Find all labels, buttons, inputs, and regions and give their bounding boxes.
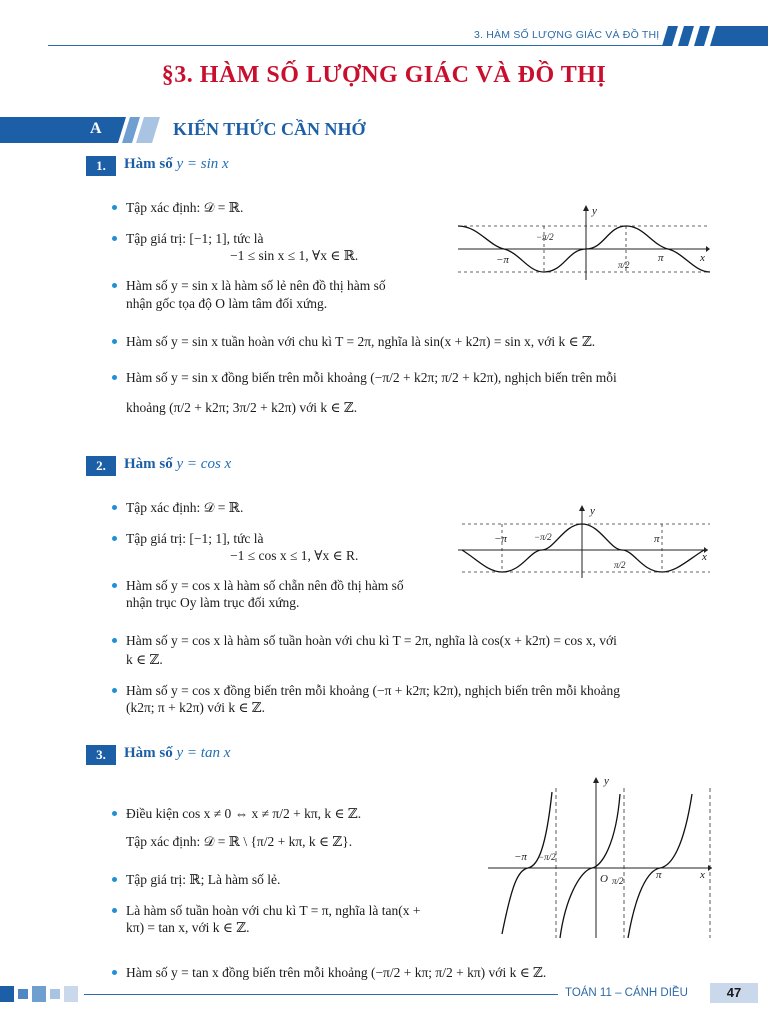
- list-item-cont: Tập xác định: 𝒟 = ℝ \ {π/2 + kπ, k ∈ ℤ}.: [126, 834, 353, 849]
- subsection-label: Hàm số: [124, 456, 173, 472]
- subsection-func: y = tan x: [176, 745, 231, 761]
- axis-label-y: y: [590, 505, 595, 517]
- subsection-func: y = sin x: [176, 156, 229, 172]
- list-item-cont: khoảng (π/2 + k2π; 3π/2 + k2π) với k ∈ ℤ.: [126, 400, 358, 415]
- tick-label: −π: [496, 254, 509, 266]
- subsection-title: [124, 456, 231, 473]
- subsection-label: Hàm số: [124, 745, 173, 761]
- list-item: Tập giá trị: ℝ; Là hàm số lẻ.: [126, 872, 281, 887]
- list-item: Hàm số y = cos x là hàm số tuần hoàn với chu kì T = 2π, nghĩa là cos(x + k2π) = cos x, với: [126, 633, 617, 648]
- section-title: KIẾN THỨC CẦN NHỚ: [173, 119, 366, 139]
- subsection-func: y = cos x: [176, 456, 232, 472]
- subsection-number: 2.: [86, 456, 116, 476]
- bullet-icon: [112, 583, 117, 588]
- tan-graph: [488, 774, 716, 940]
- page-header: [0, 22, 768, 46]
- list-item: Điều kiện cos x ≠ 0 ⇔ x ≠ π/2 + kπ, k ∈ ℤ.: [126, 806, 362, 821]
- list-item: Là hàm số tuần hoàn với chu kì T = π, nghĩa là tan(x +: [126, 903, 421, 918]
- tick-label: π/2: [614, 560, 626, 570]
- footer-rule: [84, 994, 558, 995]
- bullet-icon: [112, 877, 117, 882]
- subsection-number: 3.: [86, 745, 116, 765]
- tick-label: π/2: [612, 876, 624, 886]
- bullet-icon: [112, 205, 117, 210]
- list-item: Hàm số y = tan x đồng biến trên mỗi khoảng (−π/2 + kπ; π/2 + kπ) với k ∈ ℤ.: [126, 965, 547, 980]
- origin-label: O: [600, 873, 608, 885]
- tick-label: π: [654, 533, 660, 545]
- tick-label: −π: [494, 533, 507, 545]
- list-item-cont: (k2π; π + k2π) với k ∈ ℤ.: [126, 700, 266, 715]
- list-item: Tập xác định: 𝒟 = ℝ.: [126, 500, 244, 515]
- bullet-icon: [112, 236, 117, 241]
- bullet-icon: [112, 638, 117, 643]
- list-item: Hàm số y = cos x đồng biến trên mỗi khoảng (−π + k2π; k2π), nghịch biến trên mỗi khoảng: [126, 683, 620, 698]
- axis-label-y: y: [592, 205, 597, 217]
- bullet-icon: [112, 908, 117, 913]
- bullet-icon: [112, 283, 117, 288]
- list-item-cont: −1 ≤ cos x ≤ 1, ∀x ∈ R.: [230, 548, 359, 563]
- axis-label-x: x: [700, 869, 705, 881]
- list-item: Hàm số y = sin x tuần hoàn với chu kì T = 2π, nghĩa là sin(x + k2π) = sin x, với k ∈ ℤ.: [126, 334, 596, 349]
- section-letter: A: [90, 120, 102, 137]
- list-item: Tập giá trị: [−1; 1], tức là: [126, 231, 264, 246]
- list-item-cont: nhận gốc tọa độ O làm tâm đối xứng.: [126, 296, 328, 311]
- subsection-number: 1.: [86, 156, 116, 176]
- sin-graph: [458, 200, 710, 280]
- list-item-cont: kπ) = tan x, với k ∈ ℤ.: [126, 920, 250, 935]
- list-item: Hàm số y = sin x là hàm số lẻ nên đồ thị hàm số: [126, 278, 386, 293]
- axis-label-x: x: [700, 252, 705, 264]
- page-title: §3. HÀM SỐ LƯỢNG GIÁC VÀ ĐỒ THỊ: [161, 62, 607, 88]
- section-stripes-icon: [110, 117, 162, 143]
- footer-squares-icon: [0, 986, 90, 1002]
- cos-graph: [458, 502, 714, 580]
- section-header: [0, 117, 768, 143]
- axis-label-x: x: [702, 551, 707, 563]
- tick-label: −π/2: [536, 232, 554, 242]
- list-item-cont: k ∈ ℤ.: [126, 652, 163, 667]
- tick-label: −π: [514, 851, 527, 863]
- tick-label: π/2: [618, 260, 630, 270]
- subsection-label: Hàm số: [124, 156, 173, 172]
- page-footer: [0, 984, 768, 1004]
- header-stripes-icon: [660, 26, 768, 46]
- bullet-icon: [112, 375, 117, 380]
- running-title: 3. HÀM SỐ LƯỢNG GIÁC VÀ ĐỒ THỊ: [474, 29, 660, 41]
- tick-label: π: [656, 869, 662, 881]
- bullet-icon: [112, 811, 117, 816]
- page-number: 47: [710, 983, 758, 1003]
- list-item: Tập xác định: 𝒟 = ℝ.: [126, 200, 244, 215]
- bullet-icon: [112, 505, 117, 510]
- list-item-cont: −1 ≤ sin x ≤ 1, ∀x ∈ ℝ.: [230, 248, 359, 263]
- axis-label-y: y: [604, 775, 609, 787]
- tick-label: −π/2: [538, 852, 556, 862]
- bullet-icon: [112, 339, 117, 344]
- list-item-cont: nhận trục Oy làm trục đối xứng.: [126, 595, 300, 610]
- list-item: Tập giá trị: [−1; 1], tức là: [126, 531, 264, 546]
- bullet-icon: [112, 688, 117, 693]
- subsection-title: [124, 156, 229, 173]
- tick-label: π: [658, 252, 664, 264]
- subsection-title: [124, 745, 230, 762]
- bullet-icon: [112, 536, 117, 541]
- bullet-icon: [112, 970, 117, 975]
- list-item: Hàm số y = sin x đồng biến trên mỗi khoảng (−π/2 + k2π; π/2 + k2π), nghịch biến trên mỗi: [126, 370, 617, 385]
- header-rule: [48, 45, 668, 46]
- tick-label: −π/2: [534, 532, 552, 542]
- footer-book-title: TOÁN 11 – CÁNH DIỀU: [565, 987, 688, 999]
- list-item: Hàm số y = cos x là hàm số chẵn nên đồ thị hàm số: [126, 578, 404, 593]
